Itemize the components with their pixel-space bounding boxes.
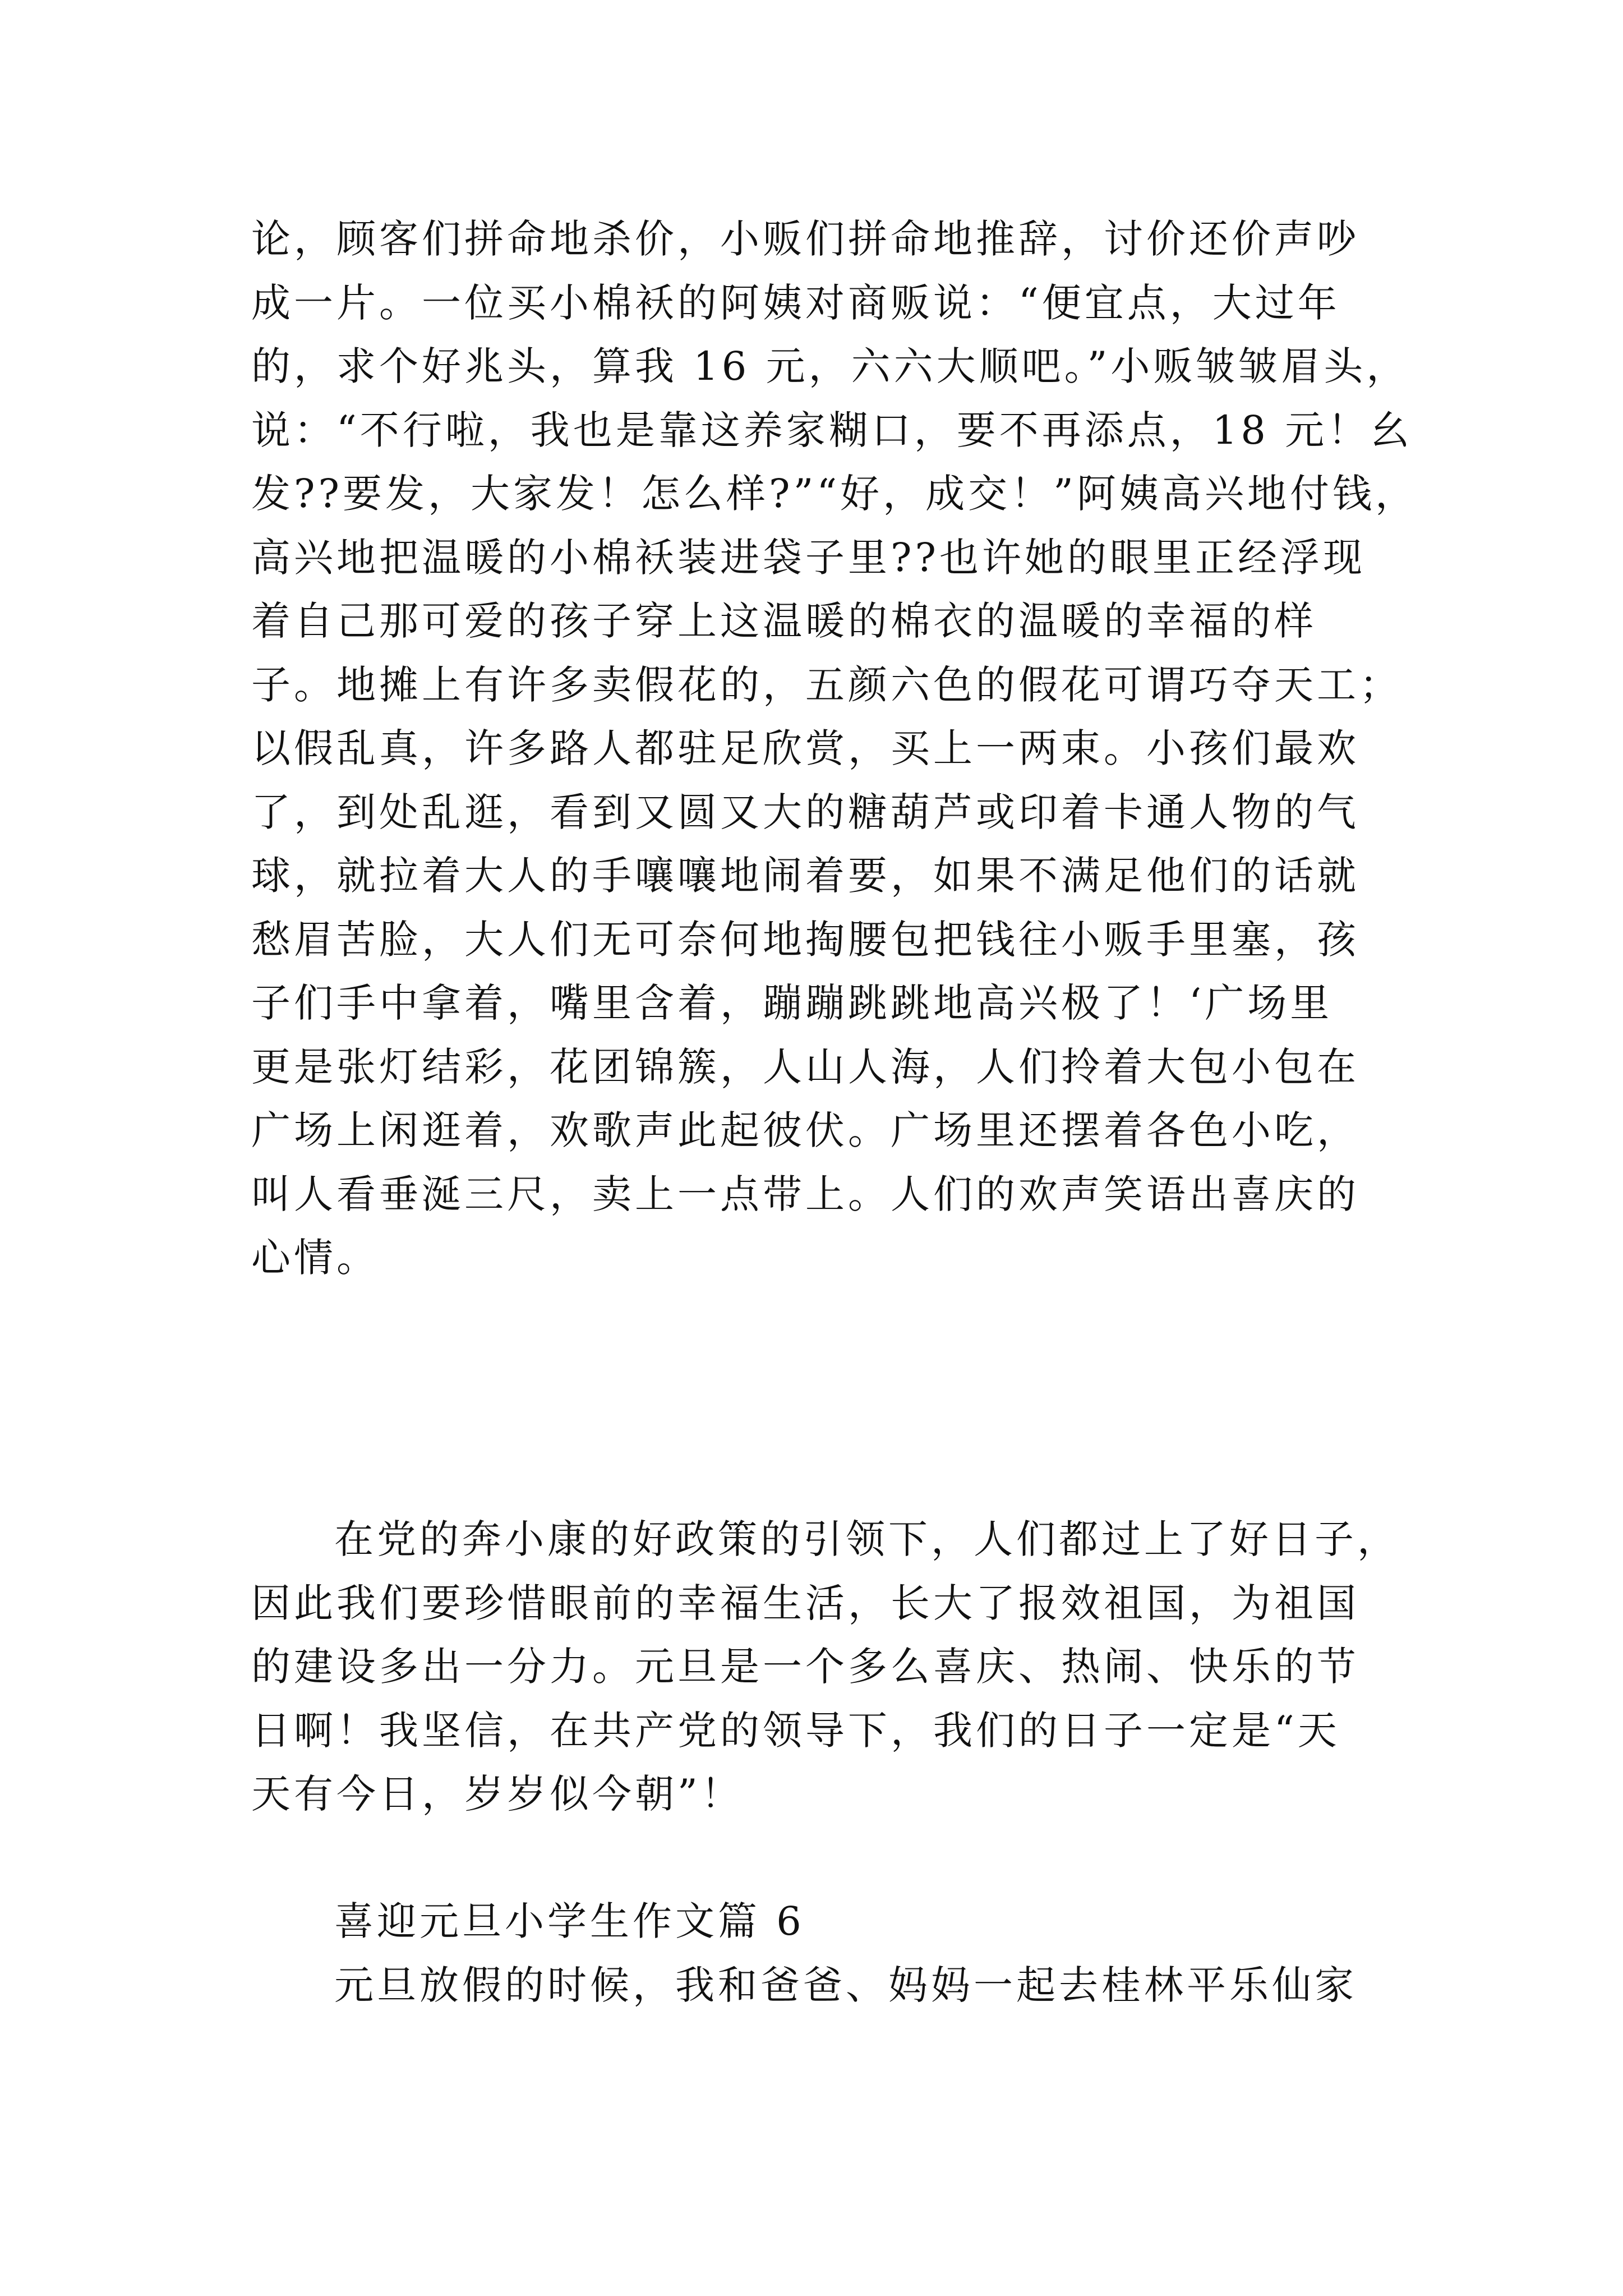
text-line: 着自己那可爱的孩子穿上这温暖的棉衣的温暖的幸福的样 bbox=[251, 598, 1317, 644]
essay-paragraph-1 bbox=[251, 208, 1418, 1290]
text-line: 日啊！我坚信，在共产党的领导下，我们的日子一定是“天 bbox=[251, 1707, 1340, 1754]
text-line: 元旦放假的时候，我和爸爸、妈妈一起去桂林平乐仙家 bbox=[334, 1962, 1357, 2008]
text-line: 了，到处乱逛，看到又圆又大的糖葫芦或印着卡通人物的气 bbox=[251, 789, 1359, 835]
text-line: 心情。 bbox=[251, 1235, 379, 1281]
text-line: 在党的奔小康的好政策的引领下，人们都过上了好日子， bbox=[334, 1516, 1400, 1562]
section-title: 喜迎元旦小学生作文篇 6 bbox=[334, 1898, 805, 1944]
text-line: 高兴地把温暖的小棉袄装进袋子里??也许她的眼里正经浮现 bbox=[251, 534, 1366, 581]
text-line: 子们手中拿着，嘴里含着，蹦蹦跳跳地高兴极了！‘广场里 bbox=[251, 980, 1333, 1026]
text-line: 的，求个好兆头，算我 16 元，六六大顺吧。”小贩皱皱眉头， bbox=[251, 343, 1409, 389]
text-line: 球，就拉着大人的手嚷嚷地闹着要，如果不满足他们的话就 bbox=[251, 853, 1359, 899]
text-line: 广场上闲逛着，欢歌声此起彼伏。广场里还摆着各色小吃， bbox=[251, 1107, 1359, 1153]
text-line: 子。地摊上有许多卖假花的，五颜六色的假花可谓巧夺天工； bbox=[251, 661, 1402, 708]
text-line: 的建设多出一分力。元旦是一个多么喜庆、热闹、快乐的节 bbox=[251, 1644, 1359, 1690]
text-line: 说：“不行啦，我也是靠这养家糊口，要不再添点，18 元！幺 bbox=[251, 407, 1413, 453]
text-line: 天有今日，岁岁似今朝”！ bbox=[251, 1771, 744, 1817]
text-line: 叫人看垂涎三尺，卖上一点带上。人们的欢声笑语出喜庆的 bbox=[251, 1171, 1359, 1217]
text-line: 论，顾客们拼命地杀价，小贩们拼命地推辞，讨价还价声吵 bbox=[251, 216, 1359, 262]
text-line: 更是张灯结彩，花团锦簇，人山人海，人们拎着大包小包在 bbox=[251, 1043, 1359, 1090]
text-line: 因此我们要珍惜眼前的幸福生活，长大了报效祖国，为祖国 bbox=[251, 1580, 1359, 1626]
text-line: 成一片。一位买小棉袄的阿姨对商贩说：“便宜点，大过年 bbox=[251, 279, 1340, 326]
essay-heading bbox=[251, 1890, 1378, 1954]
essay-paragraph-2 bbox=[251, 1508, 1400, 1826]
text-line: 发??要发，大家发！怎么样?”“好，成交！”阿姨高兴地付钱， bbox=[251, 471, 1418, 517]
text-line: 愁眉苦脸，大人们无可奈何地掏腰包把钱往小贩手里塞，孩 bbox=[251, 916, 1359, 963]
essay-paragraph-3 bbox=[251, 1954, 1378, 2018]
text-line: 以假乱真，许多路人都驻足欣赏，买上一两束。小孩们最欢 bbox=[251, 725, 1359, 771]
